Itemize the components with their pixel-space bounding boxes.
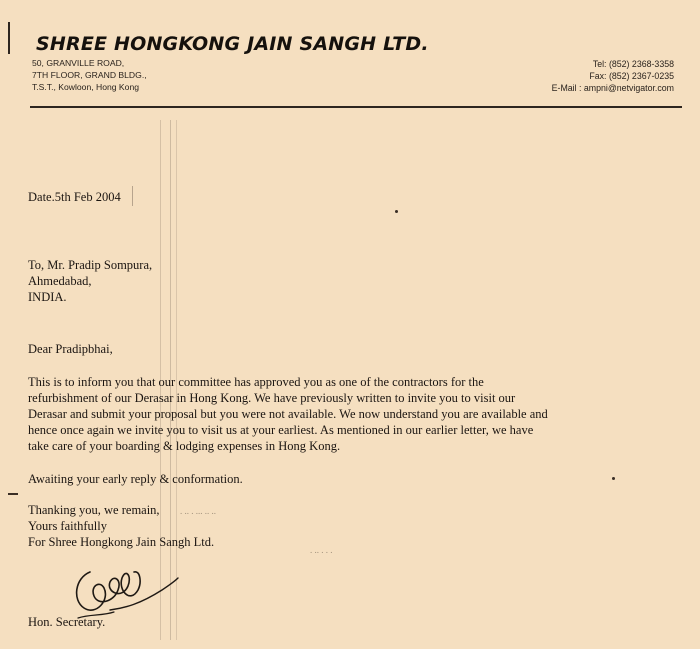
bleed-through-mark: . .. . . . bbox=[310, 545, 333, 555]
scan-streak bbox=[132, 186, 133, 206]
body-line: take care of your boarding & lodging expenses in Hong Kong. bbox=[28, 439, 341, 453]
signatory-title: Hon. Secretary. bbox=[28, 615, 106, 629]
body-line: hence once again we invite you to visit us at your earliest. As mentioned in our earlier letter, we have bbox=[28, 423, 534, 437]
body-line: This is to inform you that our committee has approved you as one of the contractors for the bbox=[28, 375, 484, 389]
scan-speck bbox=[612, 477, 615, 480]
closing-line: Thanking you, we remain, bbox=[28, 503, 160, 517]
fax: Fax: (852) 2367-0235 bbox=[589, 71, 674, 81]
body-line: Derasar and submit your proposal but you were not available. We now understand you are available and bbox=[28, 407, 548, 421]
company-address bbox=[32, 57, 147, 93]
recipient-line: INDIA. bbox=[28, 290, 67, 304]
handwritten-signature bbox=[70, 560, 190, 630]
recipient-line: To, Mr. Pradip Sompura, bbox=[28, 258, 153, 272]
email: E-Mail : ampni@netvigator.com bbox=[551, 83, 674, 93]
company-contact bbox=[552, 58, 674, 94]
awaiting-line: Awaiting your early reply & conformation. bbox=[28, 472, 243, 486]
scan-speck bbox=[395, 210, 398, 213]
letterhead-divider bbox=[30, 106, 682, 108]
closing-line: For Shree Hongkong Jain Sangh Ltd. bbox=[28, 535, 215, 549]
scan-speck bbox=[8, 493, 18, 495]
letter-date: Date.5th Feb 2004 bbox=[28, 190, 121, 204]
closing-line: Yours faithfully bbox=[28, 519, 107, 533]
address-line: 7TH FLOOR, GRAND BLDG., bbox=[32, 70, 147, 80]
company-name: SHREE HONGKONG JAIN SANGH LTD. bbox=[36, 33, 429, 55]
margin-mark bbox=[8, 22, 10, 54]
salutation: Dear Pradipbhai, bbox=[28, 342, 113, 356]
telephone: Tel: (852) 2368-3358 bbox=[592, 59, 674, 69]
recipient-line: Ahmedabad, bbox=[28, 274, 92, 288]
address-line: 50, GRANVILLE ROAD, bbox=[32, 58, 125, 68]
bleed-through-mark: . .. . ... .. .. bbox=[180, 506, 216, 516]
address-line: T.S.T., Kowloon, Hong Kong bbox=[32, 82, 140, 92]
body-line: refurbishment of our Derasar in Hong Kong. We have previously written to invite you to visit our bbox=[28, 391, 516, 405]
